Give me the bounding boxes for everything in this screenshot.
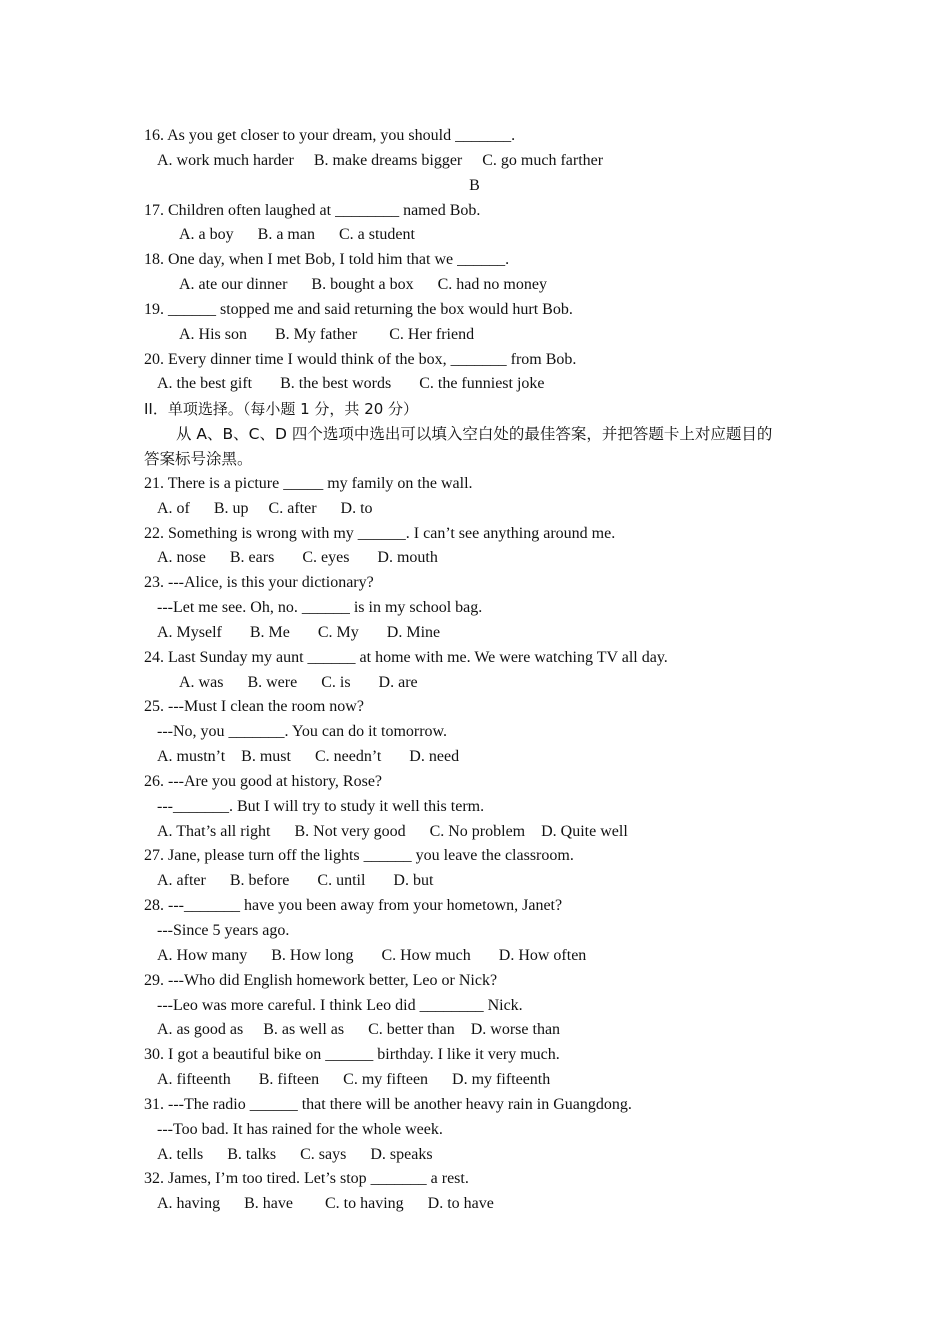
- question-line: 30. I got a beautiful bike on ______ birthday. I like it very much.: [144, 1046, 560, 1064]
- text-line: ---Let me see. Oh, no. ______ is in my school bag.: [157, 599, 483, 617]
- options-line: A. His son B. My father C. Her friend: [179, 325, 475, 343]
- text-line: ---Leo was more careful. I think Leo did ________ Nick.: [157, 996, 523, 1014]
- options-line: A. Myself B. Me C. My D. Mine: [157, 623, 441, 641]
- question-line: 22. Something is wrong with my ______. I can’t see anything around me.: [144, 524, 616, 542]
- question-line: 25. ---Must I clean the room now?: [144, 698, 364, 716]
- question-line: 32. James, I’m too tired. Let’s stop _______ a rest.: [144, 1170, 469, 1188]
- passage-label: B: [469, 176, 480, 194]
- instruction-line: 从 A、B、C、D 四个选项中选出可以填入空白处的最佳答案，并把答题卡上对应题目的: [176, 425, 773, 444]
- exam-page: [144, 124, 824, 1217]
- options-line: A. How many B. How long C. How much D. How often: [157, 946, 587, 964]
- section-heading: II．单项选择。（每小题 1 分，共 20 分）: [144, 400, 419, 419]
- question-line: 28. ---_______ have you been away from your hometown, Janet?: [144, 897, 563, 915]
- options-line: A. having B. have C. to having D. to have: [157, 1195, 494, 1213]
- question-line: 24. Last Sunday my aunt ______ at home with me. We were watching TV all day.: [144, 648, 668, 666]
- text-line: ---No, you _______. You can do it tomorrow.: [157, 723, 448, 741]
- options-line: A. a boy B. a man C. a student: [179, 226, 415, 244]
- question-line: 16. As you get closer to your dream, you should _______.: [144, 127, 516, 144]
- options-line: A. was B. were C. is D. are: [179, 673, 418, 691]
- text-line: ---_______. But I will try to study it well this term.: [157, 797, 485, 815]
- options-line: A. tells B. talks C. says D. speaks: [157, 1145, 433, 1163]
- text-line: ---Since 5 years ago.: [157, 922, 290, 939]
- question-line: 18. One day, when I met Bob, I told him that we ______.: [144, 251, 510, 269]
- question-line: 27. Jane, please turn off the lights ______ you leave the classroom.: [144, 847, 574, 865]
- question-line: 19. ______ stopped me and said returning the box would hurt Bob.: [144, 300, 573, 318]
- question-line: 17. Children often laughed at ________ named Bob.: [144, 201, 481, 219]
- options-line: A. ate our dinner B. bought a box C. had no money: [179, 276, 547, 294]
- options-line: A. after B. before C. until D. but: [157, 872, 434, 890]
- question-line: 26. ---Are you good at history, Rose?: [144, 772, 383, 790]
- instruction-line: 答案标号涂黑。: [144, 449, 253, 468]
- options-line: A. work much harder B. make dreams bigger C. go much farther: [157, 151, 604, 169]
- options-line: A. as good as B. as well as C. better than D. worse than: [157, 1021, 561, 1039]
- options-line: A. fifteenth B. fifteen C. my fifteen D. my fifteenth: [157, 1071, 551, 1089]
- question-line: 21. There is a picture _____ my family on the wall.: [144, 474, 473, 492]
- options-line: A. the best gift B. the best words C. the funniest joke: [157, 375, 545, 393]
- question-line: 20. Every dinner time I would think of the box, _______ from Bob.: [144, 350, 577, 368]
- options-line: A. nose B. ears C. eyes D. mouth: [157, 549, 438, 567]
- options-line: A. of B. up C. after D. to: [157, 499, 373, 517]
- question-line: 23. ---Alice, is this your dictionary?: [144, 574, 374, 592]
- question-line: 31. ---The radio ______ that there will be another heavy rain in Guangdong.: [144, 1095, 632, 1113]
- options-line: A. That’s all right B. Not very good C. No problem D. Quite well: [157, 822, 628, 840]
- question-line: 29. ---Who did English homework better, Leo or Nick?: [144, 971, 498, 989]
- text-line: ---Too bad. It has rained for the whole week.: [157, 1120, 443, 1138]
- options-line: A. mustn’t B. must C. needn’t D. need: [157, 748, 460, 766]
